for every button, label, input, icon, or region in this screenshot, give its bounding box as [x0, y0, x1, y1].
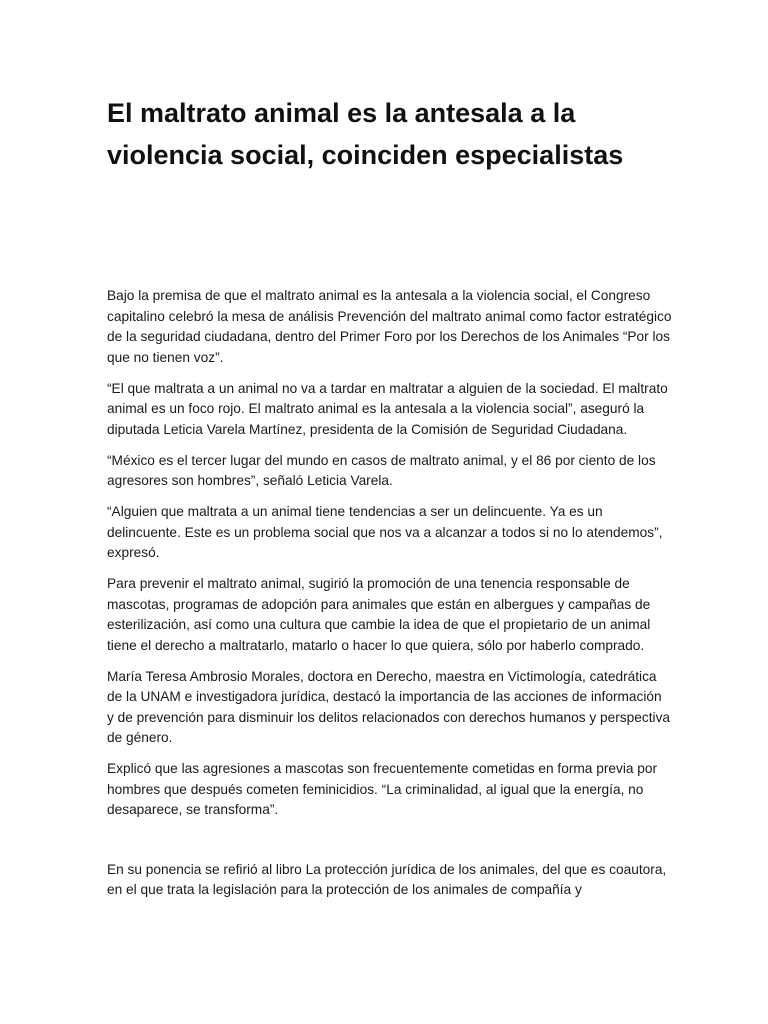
article-title: El maltrato animal es la antesala a la violencia social, coinciden especialistas: [107, 98, 624, 170]
paragraph-6: María Teresa Ambrosio Morales, doctora en Derecho, maestra en Victimología, catedrática de la UNAM e investigadora jurídica, destacó la importancia de las acciones de información y de prevención para disminuir los delitos relacionados con derechos humanos y perspectiva de género.: [107, 668, 671, 745]
article-body: [107, 286, 672, 911]
paragraph-4: “Alguien que maltrata a un animal tiene tendencias a ser un delincuente. Ya es un delincuente. Este es un problema social que nos va a alcanzar a todos si no lo atendemos”, expresó.: [107, 504, 663, 560]
paragraph-1: Bajo la premisa de que el maltrato animal es la antesala a la violencia social, el Congreso capitalino celebró la mesa de análisis Prevención del maltrato animal como factor estratégico de la seguridad ciudadana, dentro del Primer Foro por los Derechos de los Animales “Por los que no tienen voz”.: [107, 288, 672, 365]
paragraph-7: Explicó que las agresiones a mascotas son frecuentemente cometidas en forma previa por hombres que después cometen feminicidios. “La criminalidad, al igual que la energía, no desaparece, se transforma”.: [107, 761, 658, 817]
paragraph-3: “México es el tercer lugar del mundo en casos de maltrato animal, y el 86 por ciento de los agresores son hombres”, señaló Leticia Varela.: [107, 452, 656, 488]
paragraph-5: Para prevenir el maltrato animal, sugirió la promoción de una tenencia responsable de mascotas, programas de adopción para animales que están en albergues y campañas de esterilización, así como una cultura que cambie la idea de que el propietario de un animal tiene el derecho a maltratarlo, matarlo o hacer lo que quiera, sólo por haberlo comprado.: [107, 576, 651, 653]
paragraph-2: “El que maltrata a un animal no va a tardar en maltratar a alguien de la sociedad. El maltrato animal es un foco rojo. El maltrato animal es la antesala a la violencia social”, aseguró la diputada Leticia Varela Martínez, presidenta de la Comisión de Seguridad Ciudadana.: [107, 380, 668, 437]
paragraph-8: En su ponencia se refirió al libro La protección jurídica de los animales, del que es coautora, en el que trata la legislación para la protección de los animales de compañía y: [107, 861, 667, 897]
